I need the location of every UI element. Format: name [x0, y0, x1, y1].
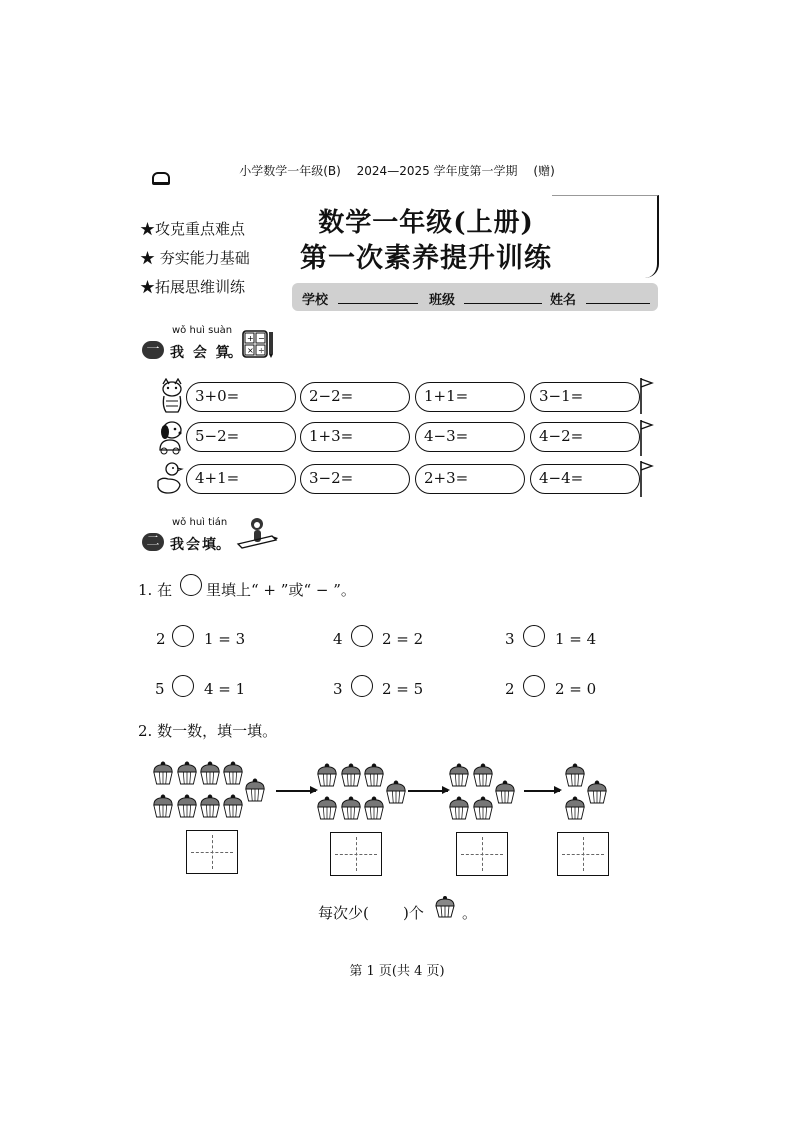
duck-icon: [154, 461, 186, 497]
cupcake-icon: [340, 762, 362, 792]
arrow-icon: [276, 790, 316, 792]
svg-text:×: ×: [247, 346, 254, 355]
cupcake-icon: [448, 762, 470, 792]
calc-item[interactable]: 3−1=: [530, 382, 640, 412]
eq-right: 2 = 0: [555, 680, 597, 698]
section1-badge: 一: [142, 341, 164, 359]
answer-circle[interactable]: [351, 675, 373, 697]
cupcake-icon: [316, 762, 338, 792]
section2-punct: 。: [216, 537, 232, 553]
goal-item: ★拓展思维训练: [140, 278, 246, 296]
school-field[interactable]: [338, 303, 418, 304]
answer-circle[interactable]: [523, 625, 545, 647]
title-frame-corner: [552, 195, 659, 278]
school-label: 学校: [302, 293, 329, 308]
monkey-pencil-icon: [234, 516, 280, 552]
calc-item[interactable]: 1+1=: [415, 382, 525, 412]
calc-row: [186, 464, 638, 494]
page-footer: 第 1 页(共 4 页): [349, 964, 445, 979]
count-box[interactable]: [557, 832, 609, 876]
section1-pinyin: wǒ huì suàn: [172, 325, 233, 336]
answer-suffix: 。: [462, 904, 478, 922]
eq-right: 1 = 4: [555, 630, 597, 648]
flag-icon: [640, 378, 654, 414]
cupcake-icon: [494, 779, 516, 809]
section2-title: 我会填: [170, 537, 218, 553]
logo-mark-icon: [152, 172, 170, 185]
goals-list: [140, 215, 250, 302]
calc-item[interactable]: 4−2=: [530, 422, 640, 452]
calc-item[interactable]: 2−2=: [300, 382, 410, 412]
count-box[interactable]: [456, 832, 508, 876]
arrow-icon: [524, 790, 560, 792]
goal-item: ★ 夯实能力基础: [140, 249, 250, 267]
answer-prefix: 每次少(: [318, 904, 369, 922]
cupcake-icon: [222, 760, 244, 790]
arrow-icon: [408, 790, 448, 792]
answer-circle[interactable]: [172, 675, 194, 697]
cupcake-icon: [316, 795, 338, 825]
cupcake-icon: [433, 895, 457, 919]
cupcake-icon: [222, 793, 244, 823]
answer-circle[interactable]: [523, 675, 545, 697]
cupcake-icon: [199, 760, 221, 790]
header-subject: 小学数学一年级(B): [239, 164, 341, 178]
eq-right: 2 = 2: [382, 630, 424, 648]
eq-right: 4 = 1: [204, 680, 246, 698]
cupcake-icon: [472, 762, 494, 792]
calc-item[interactable]: 2+3=: [415, 464, 525, 494]
cupcake-icon: [564, 762, 586, 792]
eq-left: 2: [505, 680, 515, 698]
q1-suffix: 里填上“ + ”或“ − ”。: [206, 581, 356, 599]
section2-pinyin: wǒ huì tián: [172, 517, 228, 528]
class-field[interactable]: [464, 303, 542, 304]
student-info-bar: [292, 283, 658, 311]
title-line-2: 第一次素养提升训练: [300, 243, 552, 274]
section2-badge: 二: [142, 533, 164, 551]
flag-icon: [640, 461, 654, 497]
answer-circle[interactable]: [172, 625, 194, 647]
cupcake-icon: [152, 760, 174, 790]
name-field[interactable]: [586, 303, 650, 304]
answer-mid: )个: [403, 904, 424, 922]
svg-text:÷: ÷: [258, 346, 265, 355]
eq-right: 2 = 5: [382, 680, 424, 698]
cupcake-icon: [564, 795, 586, 825]
q1-prefix: 1. 在: [138, 581, 173, 599]
calc-item[interactable]: 4−3=: [415, 422, 525, 452]
svg-text:+: +: [247, 334, 254, 343]
cupcake-icon: [363, 762, 385, 792]
cupcake-icon: [385, 779, 407, 809]
calc-row: [186, 422, 638, 452]
cupcake-icon: [199, 793, 221, 823]
q2-prompt: 2. 数一数，填一填。: [138, 722, 278, 740]
answer-circle-example: [180, 574, 202, 596]
calc-row: [186, 382, 638, 412]
header-term: 2024—2025 学年度第一学期: [356, 164, 518, 178]
cupcake-icon: [472, 795, 494, 825]
count-box[interactable]: [330, 832, 382, 876]
header-tag: (赠): [533, 164, 555, 178]
section1-punct: 。: [228, 345, 244, 361]
calc-item[interactable]: 3+0=: [186, 382, 296, 412]
cupcake-icon: [448, 795, 470, 825]
eq-left: 5: [155, 680, 165, 698]
count-box[interactable]: [186, 830, 238, 874]
eq-right: 1 = 3: [204, 630, 246, 648]
class-label: 班级: [429, 293, 456, 308]
calc-item[interactable]: 1+3=: [300, 422, 410, 452]
eq-left: 3: [333, 680, 343, 698]
calc-item[interactable]: 5−2=: [186, 422, 296, 452]
cupcake-icon: [244, 777, 266, 807]
calc-item[interactable]: 4+1=: [186, 464, 296, 494]
title-line-1: 数学一年级(上册): [318, 208, 534, 238]
eq-left: 2: [156, 630, 166, 648]
cupcake-icon: [340, 795, 362, 825]
goal-item: ★攻克重点难点: [140, 220, 246, 238]
exam-header: [0, 162, 794, 179]
dog-icon: [154, 420, 186, 456]
svg-text:−: −: [258, 334, 265, 343]
cupcake-icon: [586, 779, 608, 809]
calc-item[interactable]: 4−4=: [530, 464, 640, 494]
calculator-icon: [242, 330, 276, 358]
cupcake-icon: [176, 793, 198, 823]
cupcake-icon: [152, 793, 174, 823]
name-label: 姓名: [550, 293, 577, 308]
cupcake-icon: [363, 795, 385, 825]
cupcake-icon: [176, 760, 198, 790]
eq-left: 3: [505, 630, 515, 648]
answer-circle[interactable]: [351, 625, 373, 647]
cat-icon: [158, 378, 186, 416]
eq-left: 4: [333, 630, 343, 648]
flag-icon: [640, 420, 654, 456]
calc-item[interactable]: 3−2=: [300, 464, 410, 494]
section1-title: 我 会 算: [170, 345, 232, 361]
